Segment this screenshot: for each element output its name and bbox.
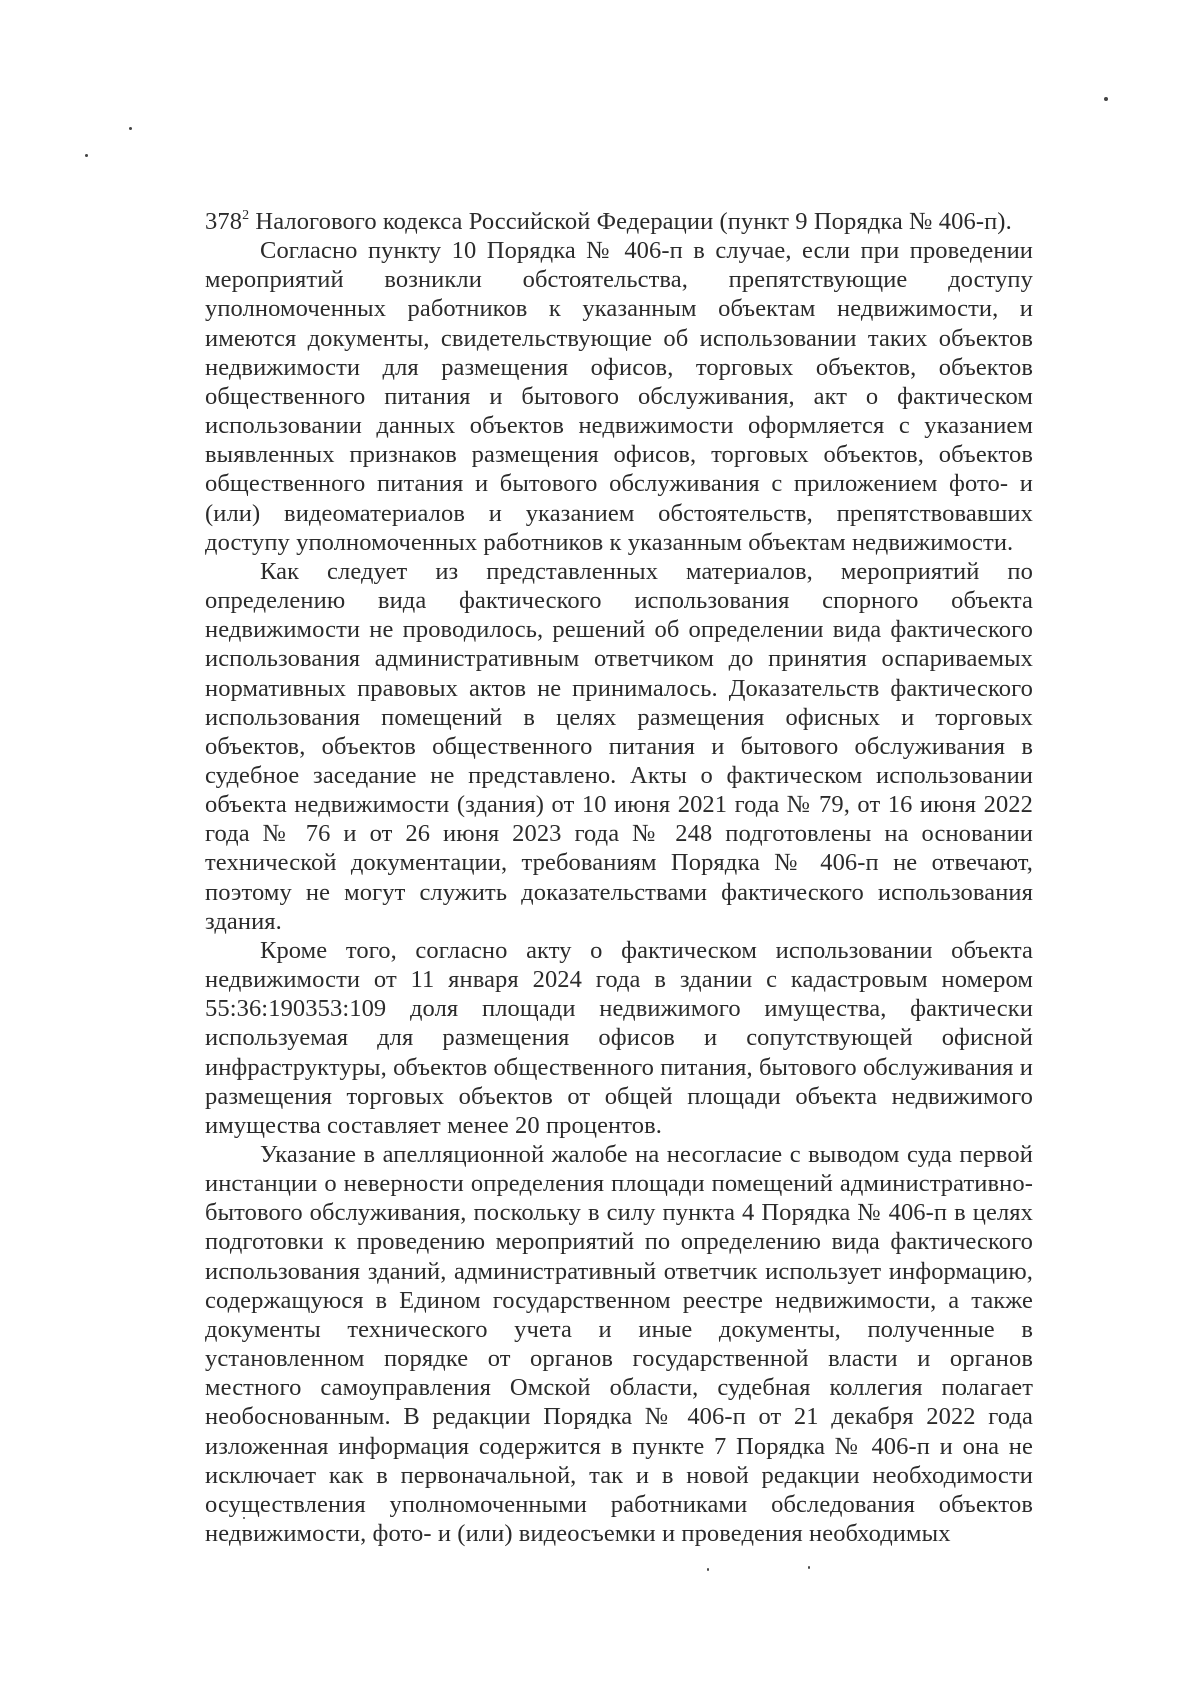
scan-speck [707,1568,709,1571]
article-number: 378 [205,208,243,235]
article-superscript: 2 [242,208,250,223]
paragraph-continuation [205,207,1033,236]
scan-speck [85,154,88,157]
continuation-text: Налогового кодекса Российской Федерации (пункт 9 Порядка № 406-п). [249,208,1012,235]
scan-speck [129,127,132,130]
paragraph: Как следует из представленных материалов, мероприятий по определению вида фактического использования спорного объекта недвижимости не проводилось, решений об определении вида фактического использования административным ответчиком до принятия оспариваемых нормативных правовых актов не принималось. Доказательств фактического использования помещений в целях размещения офисных и торговых объектов, объектов общественного питания и бытового обслуживания в судебное заседание не представлено. Акты о фактическом использовании объекта недвижимости (здания) от 10 июня 2021 года № 79, от 16 июня 2022 года № 76 и от 26 июня 2023 года № 248 подготовлены на основании технической документации, требованиям Порядка № 406-п не отвечают, поэтому не могут служить доказательствами фактического использования здания. [205,557,1033,935]
scan-speck [1104,97,1108,101]
paragraph: Указание в апелляционной жалобе на несогласие с выводом суда первой инстанции о неверности определения площади помещений административно-бытового обслуживания, поскольку в силу пункта 4 Порядка № 406-п в целях подготовки к проведению мероприятий по определению вида фактического использования зданий, административный ответчик использует информацию, содержащуюся в Едином государственном реестре недвижимости, а также документы технического учета и иные документы, полученные в установленном порядке от органов государственной власти и органов местного самоуправления Омской области, судебная коллегия полагает необоснованным. В редакции Порядка № 406-п от 21 декабря 2022 года изложенная информация содержится в пункте 7 Порядка № 406-п и она не исключает как в первоначальной, так и в новой редакции необходимости осуществления уполномоченными работниками обследования объектов недвижимости, фото- и (или) видеосъемки и проведения необходимых [205,1141,1033,1548]
document-text [205,207,1033,1548]
paragraph: Кроме того, согласно акту о фактическом использовании объекта недвижимости от 11 января 2024 года в здании с кадастровым номером 55:36:190353:109 доля площади недвижимого имущества, фактически используемая для размещения офисов и сопутствующей офисной инфраструктуры, объектов общественного питания, бытового обслуживания и размещения торговых объектов от общей площади объекта недвижимого имущества составляет менее 20 процентов. [205,936,1033,1139]
paragraph: Согласно пункту 10 Порядка № 406-п в случае, если при проведении мероприятий возникли обстоятельства, препятствующие доступу уполномоченных работников к указанным объектам недвижимости, и имеются документы, свидетельствующие об использовании таких объектов недвижимости для размещения офисов, торговых объектов, объектов общественного питания и бытового обслуживания, акт о фактическом использовании данных объектов недвижимости оформляется с указанием выявленных признаков размещения офисов, торговых объектов, объектов общественного питания и бытового обслуживания с приложением фото- и (или) видеоматериалов и указанием обстоятельств, препятствовавших доступу уполномоченных работников к указанным объектам недвижимости. [205,237,1033,556]
scan-speck [808,1566,810,1569]
